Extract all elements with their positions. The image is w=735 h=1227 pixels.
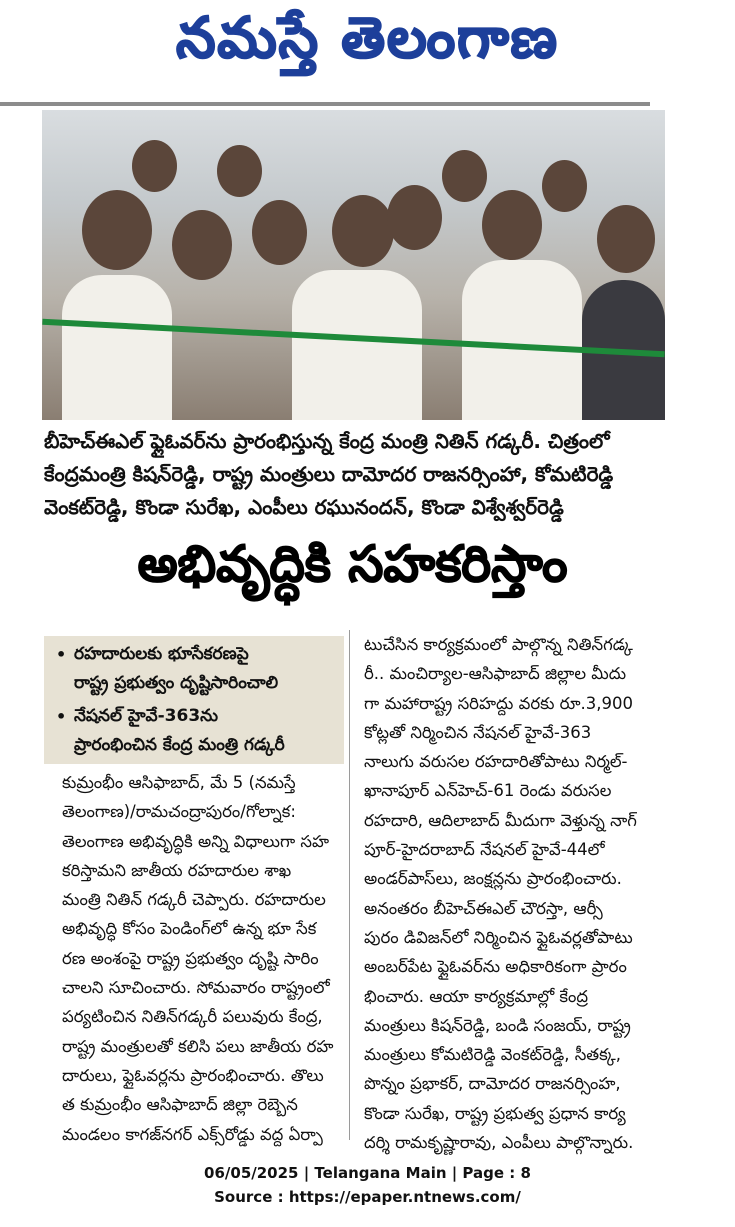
photo-caption — [44, 425, 674, 524]
article-right-column — [364, 630, 669, 1157]
article-line: భించారు. ఆయా కార్యక్రమాల్లో కేంద్ర — [364, 986, 589, 1006]
article-line: ఖానాపూర్ ఎన్‌హెచ్-61 రెండు వరుసల — [364, 781, 612, 801]
caption-line: బీహెచ్ఈఎల్ ఫ్లైఓవర్‌ను ప్రారంభిస్తున్న కేంద్ర మంత్రి నితిన్ గడ్కరీ. చిత్రంలో — [44, 429, 610, 453]
highlight-line: నేషనల్ హైవే-363ను — [74, 706, 218, 726]
caption-line: కేంద్రమంత్రి కిషన్‌రెడ్డి, రాష్ట్ర మంత్రులు దామోదర రాజనర్సింహా, కోమటిరెడ్డి — [44, 462, 614, 486]
masthead-logo: నమస్తే తెలంగాణ — [176, 6, 559, 71]
highlight-item — [44, 640, 344, 698]
article-line: నాలుగు వరుసల రహదారితోపాటు నిర్మల్- — [364, 752, 628, 772]
article-line: మంత్రులు కోమటిరెడ్డి వెంకట్‌రెడ్డి, సీతక్క, — [364, 1045, 621, 1065]
article-line: మంత్రులు కిషన్‌రెడ్డి, బండి సంజయ్, రాష్ట్ర — [364, 1015, 631, 1035]
article-line: చాలని సూచించారు. సోమవారం రాష్ట్రంలో — [62, 978, 330, 998]
article-line: రణ అంశంపై రాష్ట్ర ప్రభుత్వం దృష్టి సారిం — [62, 948, 319, 968]
article-line: అండర్‌పాస్‌లు, జంక్షన్లను ప్రారంభించారు. — [364, 869, 622, 889]
highlight-line: రహదారులకు భూసేకరణపై — [74, 644, 249, 664]
article-line: గా మహారాష్ట్ర సరిహద్దు వరకు రూ.3,900 — [364, 693, 633, 713]
article-line: రాష్ట్ర మంత్రులతో కలిసి పలు జాతీయ రహ — [62, 1036, 334, 1056]
article-line: కోట్లతో నిర్మించిన నేషనల్ హైవే-363 — [364, 722, 592, 742]
article-line: అభివృద్ధి కోసం పెండింగ్‌లో ఉన్న భూ సేక — [62, 919, 317, 939]
article-line: పర్యటించిన నితిన్‌గడ్కరీ పలువురు కేంద్ర, — [62, 1007, 323, 1027]
bullet-icon: • — [56, 707, 67, 726]
article-line: పూర్-హైదరాబాద్ నేషనల్ హైవే-44లో — [364, 840, 605, 860]
highlight-line: ప్రారంభించిన కేంద్ర మంత్రి గడ్కరీ — [74, 735, 285, 755]
footer-edition-info: 06/05/2025 | Telangana Main | Page : 8 — [204, 1164, 531, 1182]
highlight-item — [44, 702, 344, 760]
footer-source: Source : https://epaper.ntnews.com/ — [214, 1188, 521, 1206]
article-line: టుచేసిన కార్యక్రమంలో పాల్గొన్న నితిన్‌గడ్క — [364, 635, 633, 654]
masthead — [0, 0, 735, 100]
article-line: మంత్రి నితిన్ గడ్కరీ చెప్పారు. రహదారుల — [62, 890, 326, 910]
article-line: త కుమ్రంభీం ఆసిఫాబాద్ జిల్లా రెబ్బెన — [62, 1095, 298, 1115]
article-line: రహదారి, ఆదిలాబాద్ మీదుగా వెళ్తున్న నాగ్ — [364, 810, 637, 830]
article-line: కొండా సురేఖ, రాష్ట్ర ప్రభుత్వ ప్రధాన కార్య — [364, 1103, 626, 1123]
headline: అభివృద్ధికి సహకరిస్తాం — [137, 535, 568, 593]
caption-line: వెంకట్‌రెడ్డి, కొండా సురేఖ, ఎంపీలు రఘునందన్, కొండా విశ్వేశ్వర్‌రెడ్డి — [44, 495, 564, 519]
article-line: తెలంగాణ అభివృద్ధికి అన్ని విధాలుగా సహ — [62, 831, 330, 851]
highlight-line: రాష్ట్ర ప్రభుత్వం దృష్టిసారించాలి — [74, 673, 279, 693]
article-line: పురం డివిజన్‌లో నిర్మించిన ఫ్లైఓవర్లతోపాటు — [364, 927, 633, 947]
article-line: రీ.. మంచిర్యాల-ఆసిఫాబాద్ జిల్లాల మీదు — [364, 664, 627, 684]
article-left-column — [62, 768, 352, 1149]
article-line: దారులు, ఫ్లైఓవర్లను ప్రారంభించారు. తొలు — [62, 1065, 324, 1085]
article-line: కుమ్రంభీం ఆసిఫాబాద్, మే 5 (నమస్తే — [62, 773, 296, 792]
masthead-rule — [0, 102, 650, 106]
article-line: పొన్నం ప్రభాకర్, దామోదర రాజనర్సింహ, — [364, 1074, 621, 1094]
highlights-box — [44, 636, 344, 764]
article-line: మండలం కాగజ్‌నగర్ ఎక్స్‌రోడ్డు వద్ద ఏర్పా — [62, 1124, 323, 1144]
article-line: దర్శి రామకృష్ణారావు, ఎంపీలు పాల్గొన్నారు. — [364, 1133, 634, 1153]
article-line: తెలంగాణ)/రామచంద్రాపురం/గోల్నాక: — [62, 802, 296, 822]
article-line: అనంతరం బీహెచ్ఈఎల్ చౌరస్తా, ఆర్సీ — [364, 898, 603, 918]
article-line: అంబర్‌పేట ఫ్లైఓవర్‌ను అధికారికంగా ప్రారం — [364, 957, 627, 977]
bullet-icon: • — [56, 645, 67, 664]
news-photo — [42, 110, 665, 420]
article-line: కరిస్తామని జాతీయ రహదారుల శాఖ — [62, 860, 292, 880]
column-divider — [349, 630, 350, 1140]
